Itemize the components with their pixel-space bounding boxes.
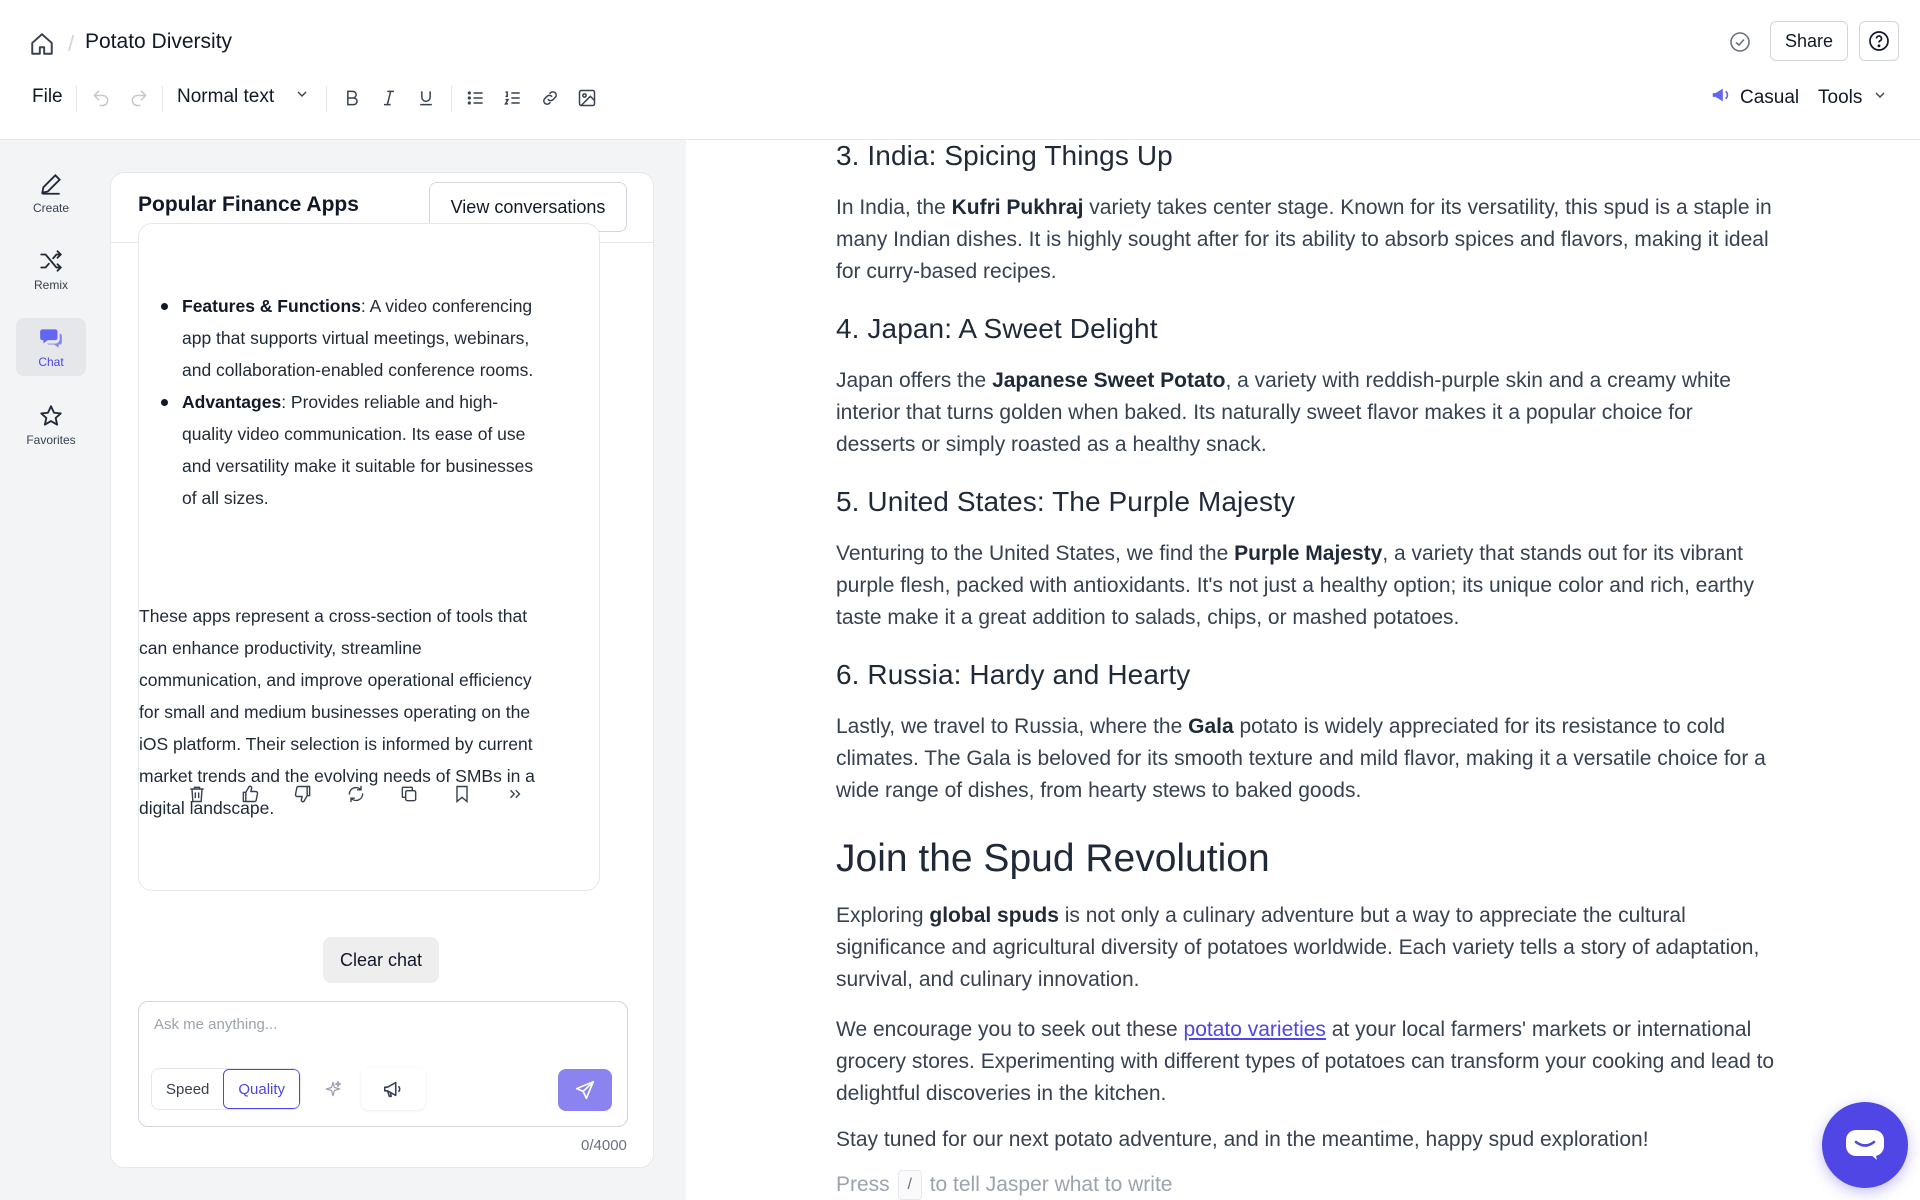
document-editor[interactable] <box>836 140 1776 1200</box>
chevrons-right-icon[interactable] <box>488 779 541 809</box>
rail-item-label: Chat <box>38 355 64 369</box>
chat-bubble-icon <box>1844 1128 1886 1162</box>
chat-icon <box>37 325 65 351</box>
support-chat-launcher[interactable] <box>1822 1102 1908 1188</box>
chat-panel-title: Popular Finance Apps <box>138 193 359 216</box>
bold-icon[interactable] <box>338 84 366 112</box>
speed-mode-button[interactable]: Speed <box>152 1069 223 1109</box>
chat-input-box <box>138 1001 628 1127</box>
rail-item-remix[interactable] <box>16 241 86 299</box>
toolbar-divider <box>451 86 452 112</box>
image-icon[interactable] <box>573 84 601 112</box>
body-paragraph: Exploring global spuds is not only a culinary adventure but a way to appreciate the cultural significance and agricultural diversity of potatoes worldwide. Each variety tells a story of adaptation, survival, and culinary innovation. <box>836 904 1760 991</box>
toolbar-divider <box>162 86 163 112</box>
view-conversations-button[interactable]: View conversations <box>429 182 627 232</box>
italic-icon[interactable] <box>375 84 403 112</box>
megaphone-icon <box>1710 84 1732 112</box>
trash-icon[interactable] <box>171 779 224 809</box>
section-heading: 3. India: Spicing Things Up <box>836 140 1173 171</box>
tools-label: Tools <box>1818 87 1863 108</box>
top-bar <box>0 0 1920 140</box>
bullet-list-icon[interactable] <box>462 84 490 112</box>
sparkle-icon[interactable] <box>315 1070 351 1108</box>
send-icon <box>574 1079 596 1101</box>
list-item <box>155 290 535 386</box>
tone-label: Casual <box>1740 87 1800 108</box>
section-heading: 5. United States: The Purple Majesty <box>836 486 1296 517</box>
tone-button[interactable] <box>361 1068 425 1110</box>
home-icon[interactable] <box>26 28 58 60</box>
section-paragraph: Venturing to the United States, we find the Purple Majesty, a variety that stands out for its vibrant purple flesh, packed with antioxidants. It's not just a healthy option; its unique color and rich, earthy taste make it a great addition to salads, chips, or mashed potatoes. <box>836 542 1755 629</box>
chevron-down-icon <box>1872 87 1888 109</box>
body-paragraph: We encourage you to seek out these potato varieties at your local farmers' markets or international grocery stores. Experimenting with different types of potatoes can transform your cooking and lead to delightful discoveries in the kitchen. <box>836 1018 1775 1105</box>
toolbar-divider <box>326 86 327 112</box>
main-heading: Join the Spud Revolution <box>836 837 1270 880</box>
thumbs-down-icon[interactable] <box>277 779 330 809</box>
bullet-term: Advantages <box>182 392 282 412</box>
section-paragraph: Lastly, we travel to Russia, where the Gala potato is widely appreciated for its resistance to cold climates. The Gala is beloved for its smooth texture and mild flavor, making it a versatile choice for a wide range of dishes, from hearty stews to baked goods. <box>836 715 1766 802</box>
pencil-icon <box>38 171 64 197</box>
file-menu[interactable]: File <box>32 86 63 107</box>
check-circle-icon[interactable] <box>1726 28 1754 56</box>
help-icon[interactable] <box>1859 21 1899 61</box>
chat-area <box>100 140 686 1200</box>
header-row <box>0 18 1920 66</box>
clear-chat-button[interactable]: Clear chat <box>323 937 439 983</box>
slash-key: / <box>898 1170 922 1200</box>
star-icon <box>38 403 64 429</box>
writing-hint: Press / to tell Jasper what to write <box>836 1170 1172 1200</box>
rail-item-label: Favorites <box>26 433 76 447</box>
link-icon[interactable] <box>536 84 564 112</box>
underline-icon[interactable] <box>412 84 440 112</box>
left-rail <box>0 140 100 1200</box>
document-title[interactable]: Potato Diversity <box>85 30 233 53</box>
formatting-toolbar <box>0 76 1920 120</box>
rail-item-favorites[interactable] <box>16 396 86 454</box>
character-counter: 0/4000 <box>581 1137 627 1154</box>
body-paragraph: Stay tuned for our next potato adventure, and in the meantime, happy spud exploration! <box>836 1128 1649 1151</box>
bullet-text: : Provides reliable and high-quality video communication. Its ease of use and versatility make it suitable for businesses of all sizes. <box>182 392 534 508</box>
refresh-icon[interactable] <box>330 779 383 809</box>
shuffle-icon <box>38 248 64 274</box>
rail-item-label: Remix <box>33 278 68 292</box>
chat-input[interactable] <box>154 1016 604 1033</box>
section-paragraph: In India, the Kufri Pukhraj variety takes center stage. Known for its versatility, this spud is a staple in many Indian dishes. It is highly sought after for its ability to absorb spices and flavors, making it ideal for curry-based recipes. <box>836 196 1772 283</box>
message-paragraph: These apps represent a cross-section of tools that can enhance productivity, streamline communication, and improve operational efficiency for small and medium businesses operating on the iOS platform. Their selection is informed by current market trends and the evolving needs of SMBs in a digital landscape. <box>139 606 535 818</box>
quality-mode-button[interactable]: Quality <box>223 1069 300 1109</box>
undo-icon[interactable] <box>87 84 115 112</box>
numbered-list-icon[interactable] <box>499 84 527 112</box>
section-heading: 6. Russia: Hardy and Hearty <box>836 659 1191 690</box>
chevron-down-icon[interactable] <box>294 86 310 107</box>
rail-item-chat[interactable] <box>16 318 86 376</box>
rail-item-create[interactable] <box>16 164 86 222</box>
redo-icon[interactable] <box>125 84 153 112</box>
mode-toggle <box>151 1068 301 1110</box>
toolbar-divider <box>76 86 77 112</box>
chat-panel <box>110 172 654 1168</box>
copy-icon[interactable] <box>382 779 435 809</box>
breadcrumb-separator: / <box>68 31 75 56</box>
send-button[interactable] <box>558 1069 612 1111</box>
rail-item-label: Create <box>32 201 70 215</box>
section-heading: 4. Japan: A Sweet Delight <box>836 313 1158 344</box>
list-item <box>155 386 535 514</box>
message-actions <box>171 779 541 809</box>
message-bullet-list <box>155 290 535 514</box>
text-style-select[interactable]: Normal text <box>177 86 275 107</box>
thumbs-up-icon[interactable] <box>224 779 277 809</box>
tools-menu[interactable] <box>1818 82 1888 114</box>
share-button[interactable]: Share <box>1770 21 1848 61</box>
megaphone-icon <box>382 1078 404 1100</box>
bullet-term: Features & Functions <box>182 296 361 316</box>
section-paragraph: Japan offers the Japanese Sweet Potato, a variety with reddish-purple skin and a creamy white interior that turns golden when baked. Its naturally sweet flavor makes it a popular choice for desserts or simply roasted as a healthy snack. <box>836 369 1731 456</box>
tone-selector[interactable] <box>1710 82 1799 114</box>
bookmark-icon[interactable] <box>435 779 488 809</box>
potato-varieties-link[interactable]: potato varieties <box>1183 1018 1326 1041</box>
bullet-text: : A video conferencing app that supports virtual meetings, webinars, and collaboration-enabled conference rooms. <box>182 296 534 380</box>
